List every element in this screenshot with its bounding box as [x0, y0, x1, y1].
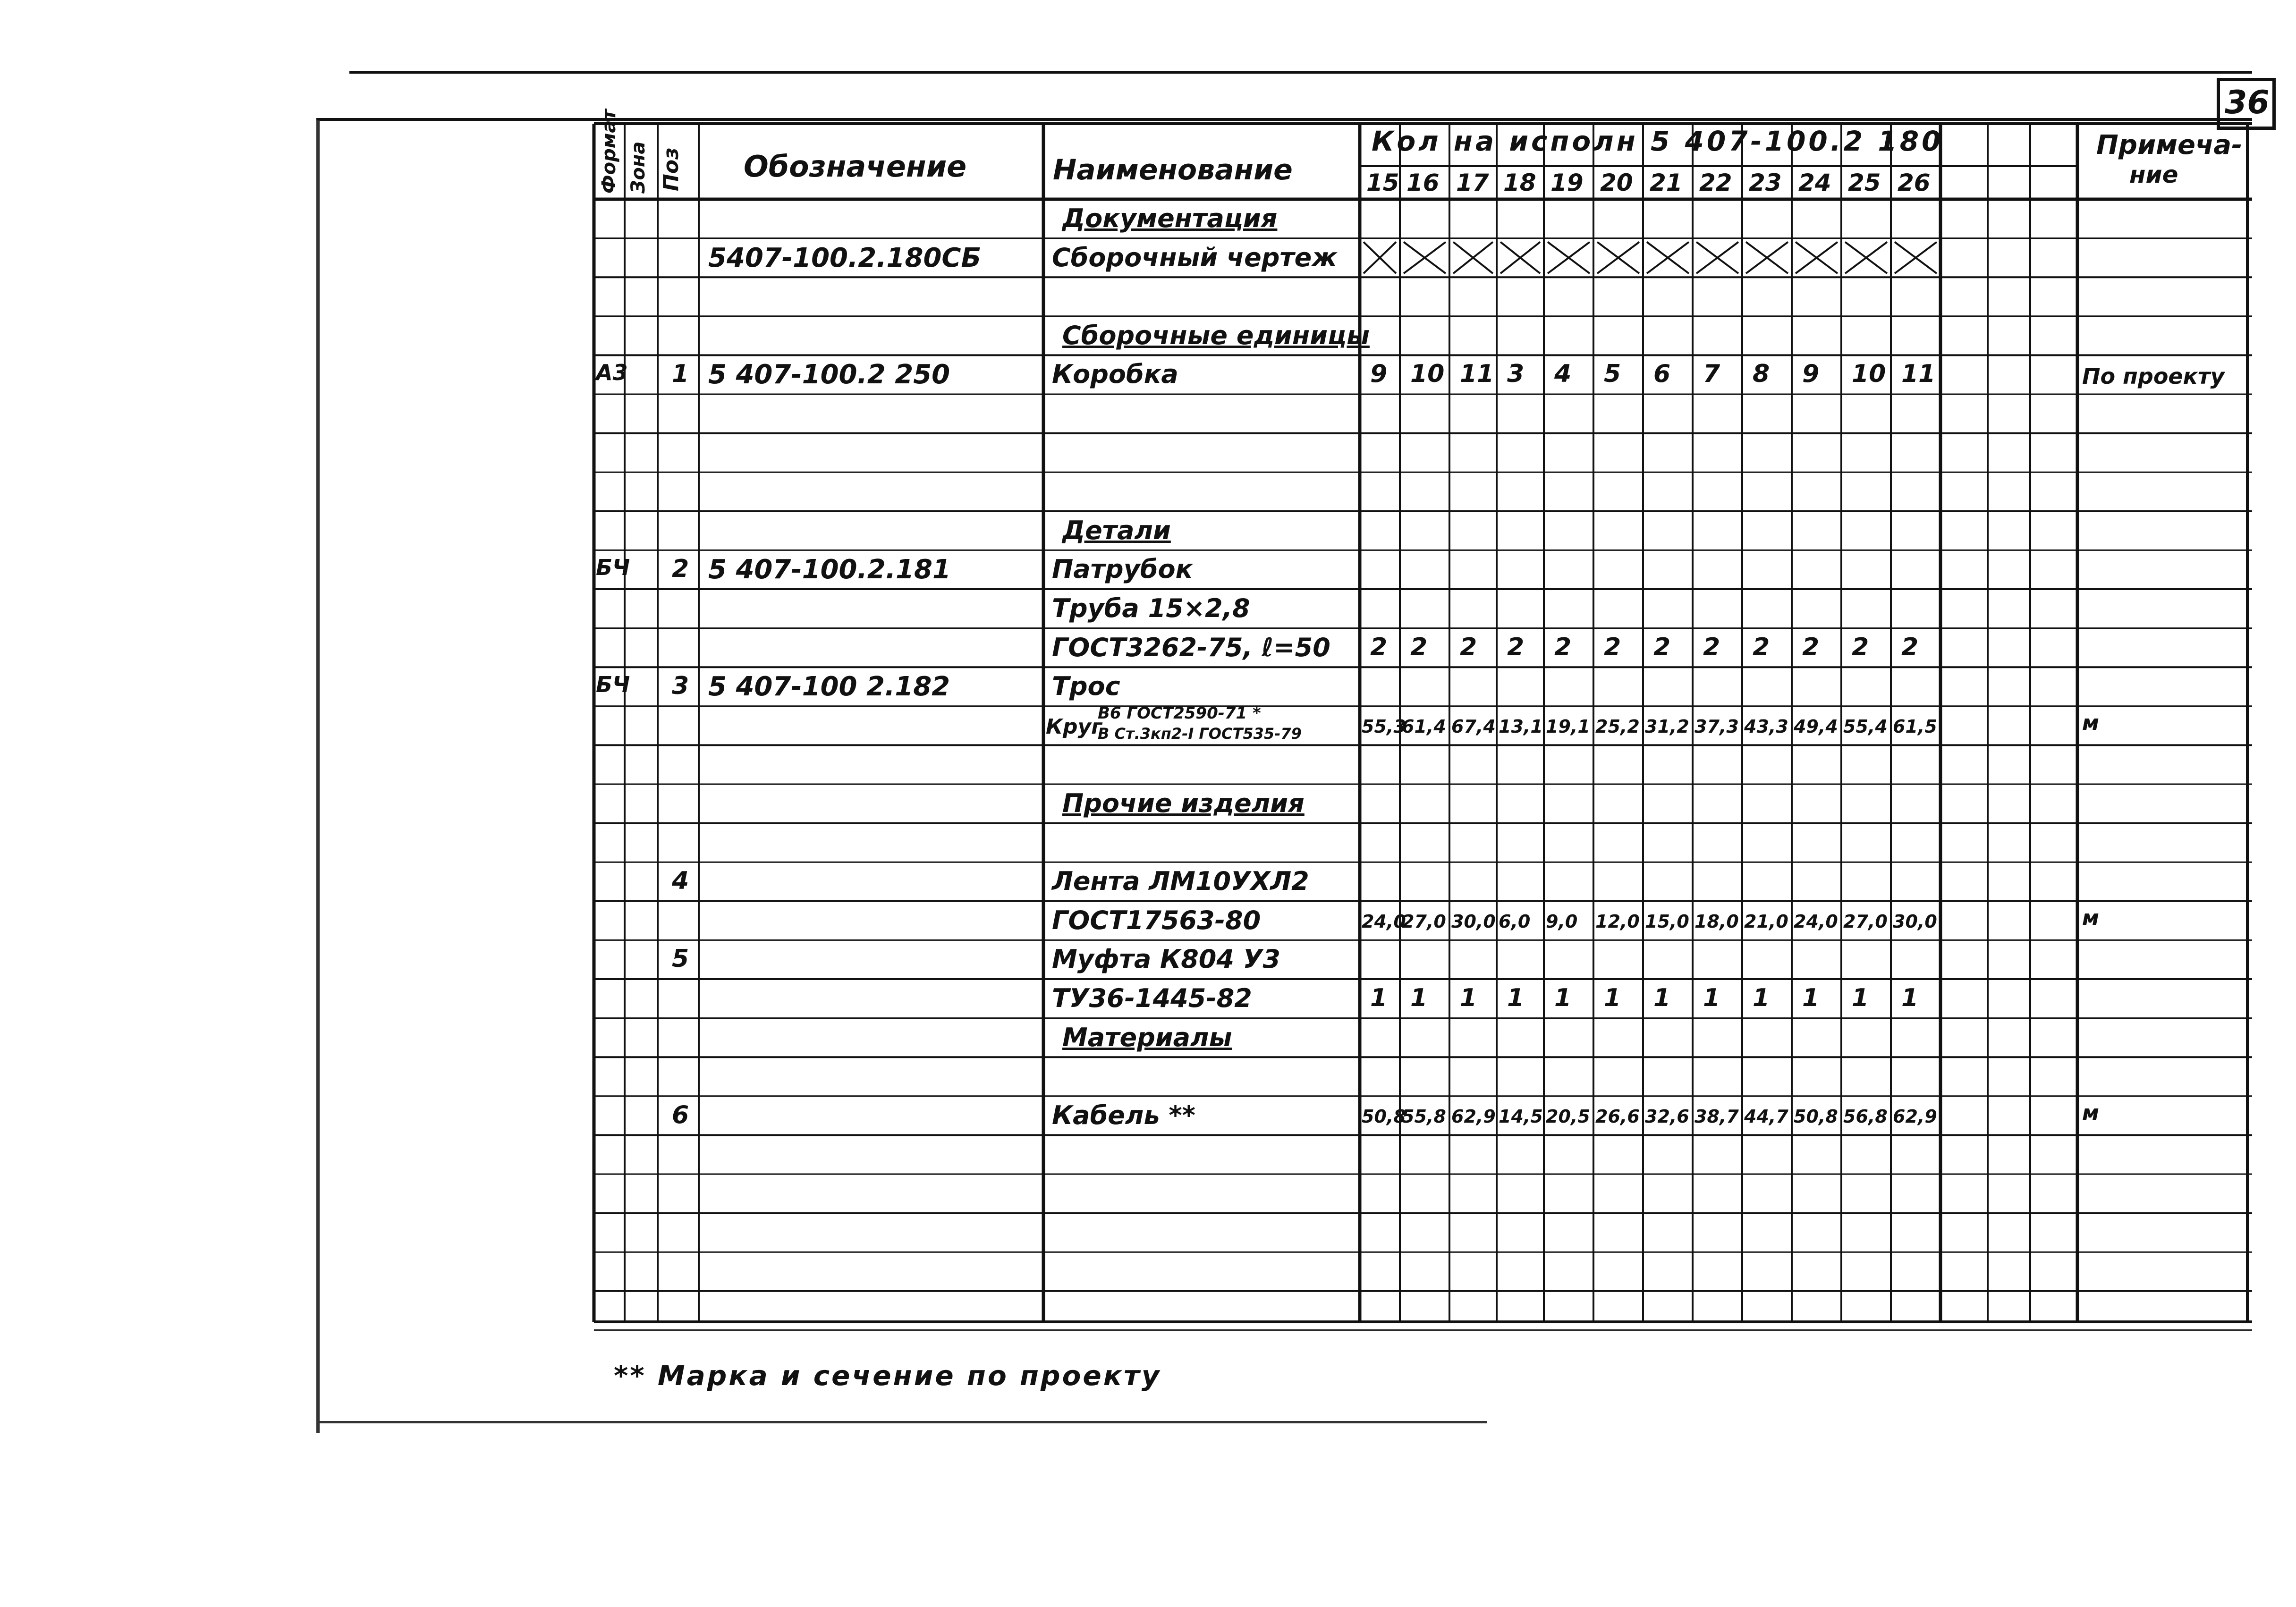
row-value: 6: [1653, 360, 1671, 389]
row-value: 2: [1604, 633, 1621, 661]
row-value: 1: [1507, 984, 1525, 1012]
row-value: 3: [1507, 360, 1525, 389]
row-value: 2: [1802, 633, 1820, 661]
row-value: 2: [1554, 633, 1572, 661]
row-name: Муфта К804 У3: [1052, 944, 1280, 974]
row-value: 1: [1901, 984, 1919, 1012]
row-value: 15,0: [1645, 911, 1689, 932]
row-value: 12,0: [1595, 911, 1640, 932]
row-name: Кабель **: [1052, 1100, 1195, 1130]
row-name: ГОСТ17563-80: [1052, 905, 1261, 935]
row-value: 10: [1852, 360, 1886, 389]
row-value: 5: [1604, 360, 1621, 389]
row-value: 13,1: [1499, 716, 1543, 737]
row-value: 9: [1802, 360, 1820, 389]
row-value: 1: [1370, 984, 1388, 1012]
row-value: 2: [1901, 633, 1919, 661]
row-designation: 5407-100.2.180СБ: [708, 242, 982, 273]
row-value: 24,0: [1362, 911, 1406, 932]
header-variant-21: 21: [1650, 169, 1683, 196]
row-value: 50,8: [1794, 1106, 1838, 1127]
row-value: 61,4: [1402, 716, 1446, 737]
header-note-line2: ние: [2129, 161, 2178, 188]
row-value: 30,0: [1451, 911, 1496, 932]
row-section-title: Материалы: [1062, 1022, 1232, 1052]
header-variant-20: 20: [1600, 169, 1633, 196]
row-value: 56,8: [1843, 1106, 1888, 1127]
header-variant-25: 25: [1848, 169, 1881, 196]
row-value: 32,6: [1645, 1106, 1689, 1127]
header-pos: Поз: [659, 147, 683, 191]
row-pos: 2: [672, 555, 689, 584]
row-value: 21,0: [1744, 911, 1788, 932]
row-value: 62,9: [1451, 1106, 1496, 1127]
row-note: м: [2082, 905, 2099, 930]
row-value: 1: [1703, 984, 1720, 1012]
row-name: ТУ36-1445-82: [1052, 983, 1252, 1013]
row-value: 6,0: [1499, 911, 1531, 932]
row-value: 26,6: [1595, 1106, 1640, 1127]
row-value: 7: [1703, 360, 1720, 389]
row-value: 55,3: [1362, 716, 1406, 737]
row-section-title: Прочие изделия: [1062, 788, 1305, 818]
row-value: 10: [1410, 360, 1445, 389]
row-value: 55,4: [1843, 716, 1888, 737]
row-value: 8: [1753, 360, 1770, 389]
row-section-title: Сборочные единицы: [1062, 320, 1370, 350]
header-note-line1: Примеча-: [2096, 130, 2243, 161]
row-value: 27,0: [1402, 911, 1446, 932]
row-value: 50,8: [1362, 1106, 1406, 1127]
row-value: 43,3: [1744, 716, 1788, 737]
header-name: Наименование: [1053, 153, 1293, 186]
row-name-bottom: В Ст.3кп2-I ГОСТ535-79: [1098, 724, 1302, 743]
row-value: 11: [1901, 360, 1936, 389]
row-value: 20,5: [1546, 1106, 1590, 1127]
row-value: 9: [1370, 360, 1388, 389]
row-note: По проекту: [2082, 364, 2225, 389]
row-name: Труба 15×2,8: [1052, 593, 1250, 623]
row-name-prefix: Круг: [1046, 714, 1102, 739]
page-number: 36: [2225, 84, 2270, 121]
footnote: ** Марка и сечение по проекту: [614, 1360, 1161, 1392]
header-variant-16: 16: [1406, 169, 1440, 196]
row-section-title: Детали: [1062, 515, 1171, 545]
row-name: ГОСТ3262-75, ℓ=50: [1052, 632, 1330, 662]
row-note: м: [2082, 710, 2099, 735]
row-pos: 4: [672, 867, 689, 896]
row-value: 2: [1753, 633, 1770, 661]
header-variant-15: 15: [1366, 169, 1399, 196]
header-designation: Обозначение: [744, 149, 967, 184]
row-value: 18,0: [1694, 911, 1739, 932]
row-value: 44,7: [1744, 1106, 1788, 1127]
row-pos: 3: [672, 672, 689, 701]
header-variant-24: 24: [1798, 169, 1831, 196]
row-value: 11: [1460, 360, 1494, 389]
row-section-title: Документация: [1062, 203, 1278, 233]
header-variant-19: 19: [1550, 169, 1584, 196]
row-designation: 5 407-100 2.182: [708, 671, 950, 702]
header-variant-18: 18: [1503, 169, 1536, 196]
row-value: 1: [1653, 984, 1671, 1012]
row-value: 61,5: [1893, 716, 1937, 737]
row-name: Патрубок: [1052, 554, 1193, 584]
row-pos: 1: [672, 360, 689, 389]
row-value: 67,4: [1451, 716, 1496, 737]
row-value: 1: [1852, 984, 1869, 1012]
row-value: 14,5: [1499, 1106, 1543, 1127]
row-name: Лента ЛМ10УХЛ2: [1052, 866, 1309, 897]
row-value: 30,0: [1893, 911, 1937, 932]
row-value: 4: [1554, 360, 1572, 389]
header-variant-26: 26: [1898, 169, 1931, 196]
row-value: 31,2: [1645, 716, 1689, 737]
row-value: 2: [1852, 633, 1869, 661]
header-variant-23: 23: [1749, 169, 1782, 196]
row-value: 1: [1753, 984, 1770, 1012]
row-pos: 5: [672, 945, 689, 973]
row-designation: 5 407-100.2 250: [708, 359, 950, 390]
row-value: 2: [1653, 633, 1671, 661]
row-value: 38,7: [1694, 1106, 1739, 1127]
header-variant-22: 22: [1699, 169, 1732, 196]
row-value: 1: [1802, 984, 1820, 1012]
row-value: 37,3: [1694, 716, 1739, 737]
row-name: Коробка: [1052, 359, 1178, 389]
row-value: 2: [1460, 633, 1477, 661]
row-value: 1: [1554, 984, 1572, 1012]
row-value: 1: [1460, 984, 1477, 1012]
row-value: 49,4: [1794, 716, 1838, 737]
row-value: 2: [1410, 633, 1428, 661]
row-format: БЧ: [596, 555, 630, 581]
row-name: Трос: [1052, 671, 1120, 702]
row-value: 9,0: [1546, 911, 1578, 932]
header-format: Формат: [598, 109, 620, 194]
row-value: 25,2: [1595, 716, 1640, 737]
row-value: 2: [1370, 633, 1388, 661]
row-designation: 5 407-100.2.181: [708, 554, 951, 585]
row-name: Сборочный чертеж: [1052, 242, 1338, 272]
header-zone: Зона: [627, 141, 649, 194]
row-value: 62,9: [1893, 1106, 1937, 1127]
row-value: 1: [1604, 984, 1621, 1012]
row-value: 2: [1703, 633, 1720, 661]
row-value: 27,0: [1843, 911, 1888, 932]
header-qty-title: Кол на исполн 5 407-100.2 180: [1372, 125, 1944, 157]
row-value: 55,8: [1402, 1106, 1446, 1127]
row-format: А3: [596, 360, 628, 386]
row-value: 1: [1410, 984, 1428, 1012]
row-value: 24,0: [1794, 911, 1838, 932]
header-variant-17: 17: [1456, 169, 1489, 196]
row-value: 19,1: [1546, 716, 1590, 737]
row-note: м: [2082, 1100, 2099, 1125]
row-format: БЧ: [596, 672, 630, 698]
row-pos: 6: [672, 1100, 689, 1129]
row-value: 2: [1507, 633, 1525, 661]
row-name-top: В6 ГОСТ2590-71 *: [1098, 703, 1261, 723]
